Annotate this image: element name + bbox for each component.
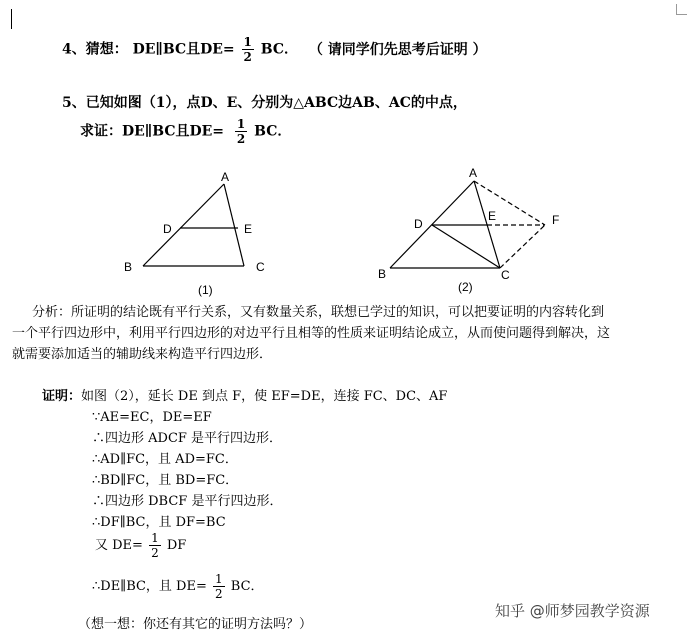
analysis-line-3: 就需要添加适当的辅助线来构造平行四边形． (12, 347, 273, 362)
proof-half-num: 1 (151, 531, 159, 545)
proof-intro (42, 385, 447, 404)
fig1-side-ab (143, 184, 224, 266)
proof-step-4: ∴BD∥FC，且 BD=FC． (92, 473, 239, 488)
fig2-label-e: E (488, 209, 497, 223)
fig2-label-a: A (469, 166, 478, 180)
fig1-side-ac (224, 184, 244, 266)
item4-frac-num: 1 (243, 35, 252, 49)
analysis-line-1: 分析：所证明的结论既有平行关系，又有数量关系，联想已学过的知识，可以把要证明的内容转化到 (32, 305, 605, 320)
item4-label: 4、猜想： (62, 41, 128, 58)
proof-step-3: ∴AD∥FC，且 AD=FC． (92, 452, 238, 467)
watermark: 知乎 @师梦园教学资源 (495, 602, 650, 620)
fig2-label-d: D (414, 217, 423, 231)
fig2-caption: (2) (458, 280, 473, 294)
proof-think: （想一想：你还有其它的证明方法吗？） (78, 617, 313, 632)
proof-conc-num: 1 (215, 572, 223, 586)
analysis-line-2: 一个平行四边形中，利用平行四边形的对边平行且相等的性质来证明结论成立，从而使问题得到解决，这 (12, 326, 611, 341)
fig1-caption: (1) (198, 283, 213, 297)
proof-half-line (95, 532, 186, 559)
fig2-dashed-cf (500, 225, 545, 268)
proof-half-post: DF (166, 538, 187, 553)
proof-half-fraction (149, 532, 161, 559)
item5-prove-post: BC． (254, 123, 292, 140)
item5-frac-den: 2 (236, 132, 246, 146)
fig1-label-b: B (124, 260, 133, 274)
item4-pre: DE∥BC且DE= (132, 41, 235, 58)
fig2-label-f: F (552, 213, 560, 227)
proof-half-pre: 又 DE= (95, 538, 143, 553)
fig2-label-b: B (378, 267, 387, 281)
proof-conc-den: 2 (215, 587, 223, 601)
item4-frac-den: 2 (243, 50, 252, 64)
fig2-label-c: C (501, 268, 510, 282)
fig1-label-c: C (256, 260, 265, 274)
item5-prove-pre: 求证：DE∥BC且DE= (80, 123, 224, 140)
proof-conc-post: BC． (230, 579, 264, 594)
fig1-label-d: D (163, 222, 172, 236)
proof-conc-pre: ∴DE∥BC，且 DE= (92, 579, 207, 594)
proof-step-5: ∴四边形 DBCF 是平行四边形． (92, 494, 283, 509)
proof-conc-fraction (213, 573, 225, 600)
proof-step-1: ∵AE=EC，DE=EF (92, 410, 212, 425)
fig1-label-e: E (244, 222, 253, 236)
proof-half-den: 2 (151, 546, 159, 560)
proof-label: 证明： (42, 389, 82, 404)
item5-frac-num: 1 (236, 117, 246, 131)
item4-note: （ 请同学们先思考后证明 ） (308, 41, 487, 58)
proof-intro-text: 如图（2），延长 DE 到点 F，使 EF=DE，连接 FC、DC、AF (81, 389, 448, 404)
proof-conclusion-line (92, 573, 264, 600)
item5-statement: 5、已知如图（1），点D、E、分别为△ABC边AB、AC的中点， (62, 95, 467, 111)
proof-step-6: ∴DF∥BC，且 DF=BC (92, 515, 226, 530)
fig2-segment-dc (432, 225, 500, 268)
proof-step-2: ∴四边形 ADCF 是平行四边形． (92, 431, 283, 446)
fig1-label-a: A (221, 170, 230, 184)
item4-post: BC． (260, 41, 298, 58)
